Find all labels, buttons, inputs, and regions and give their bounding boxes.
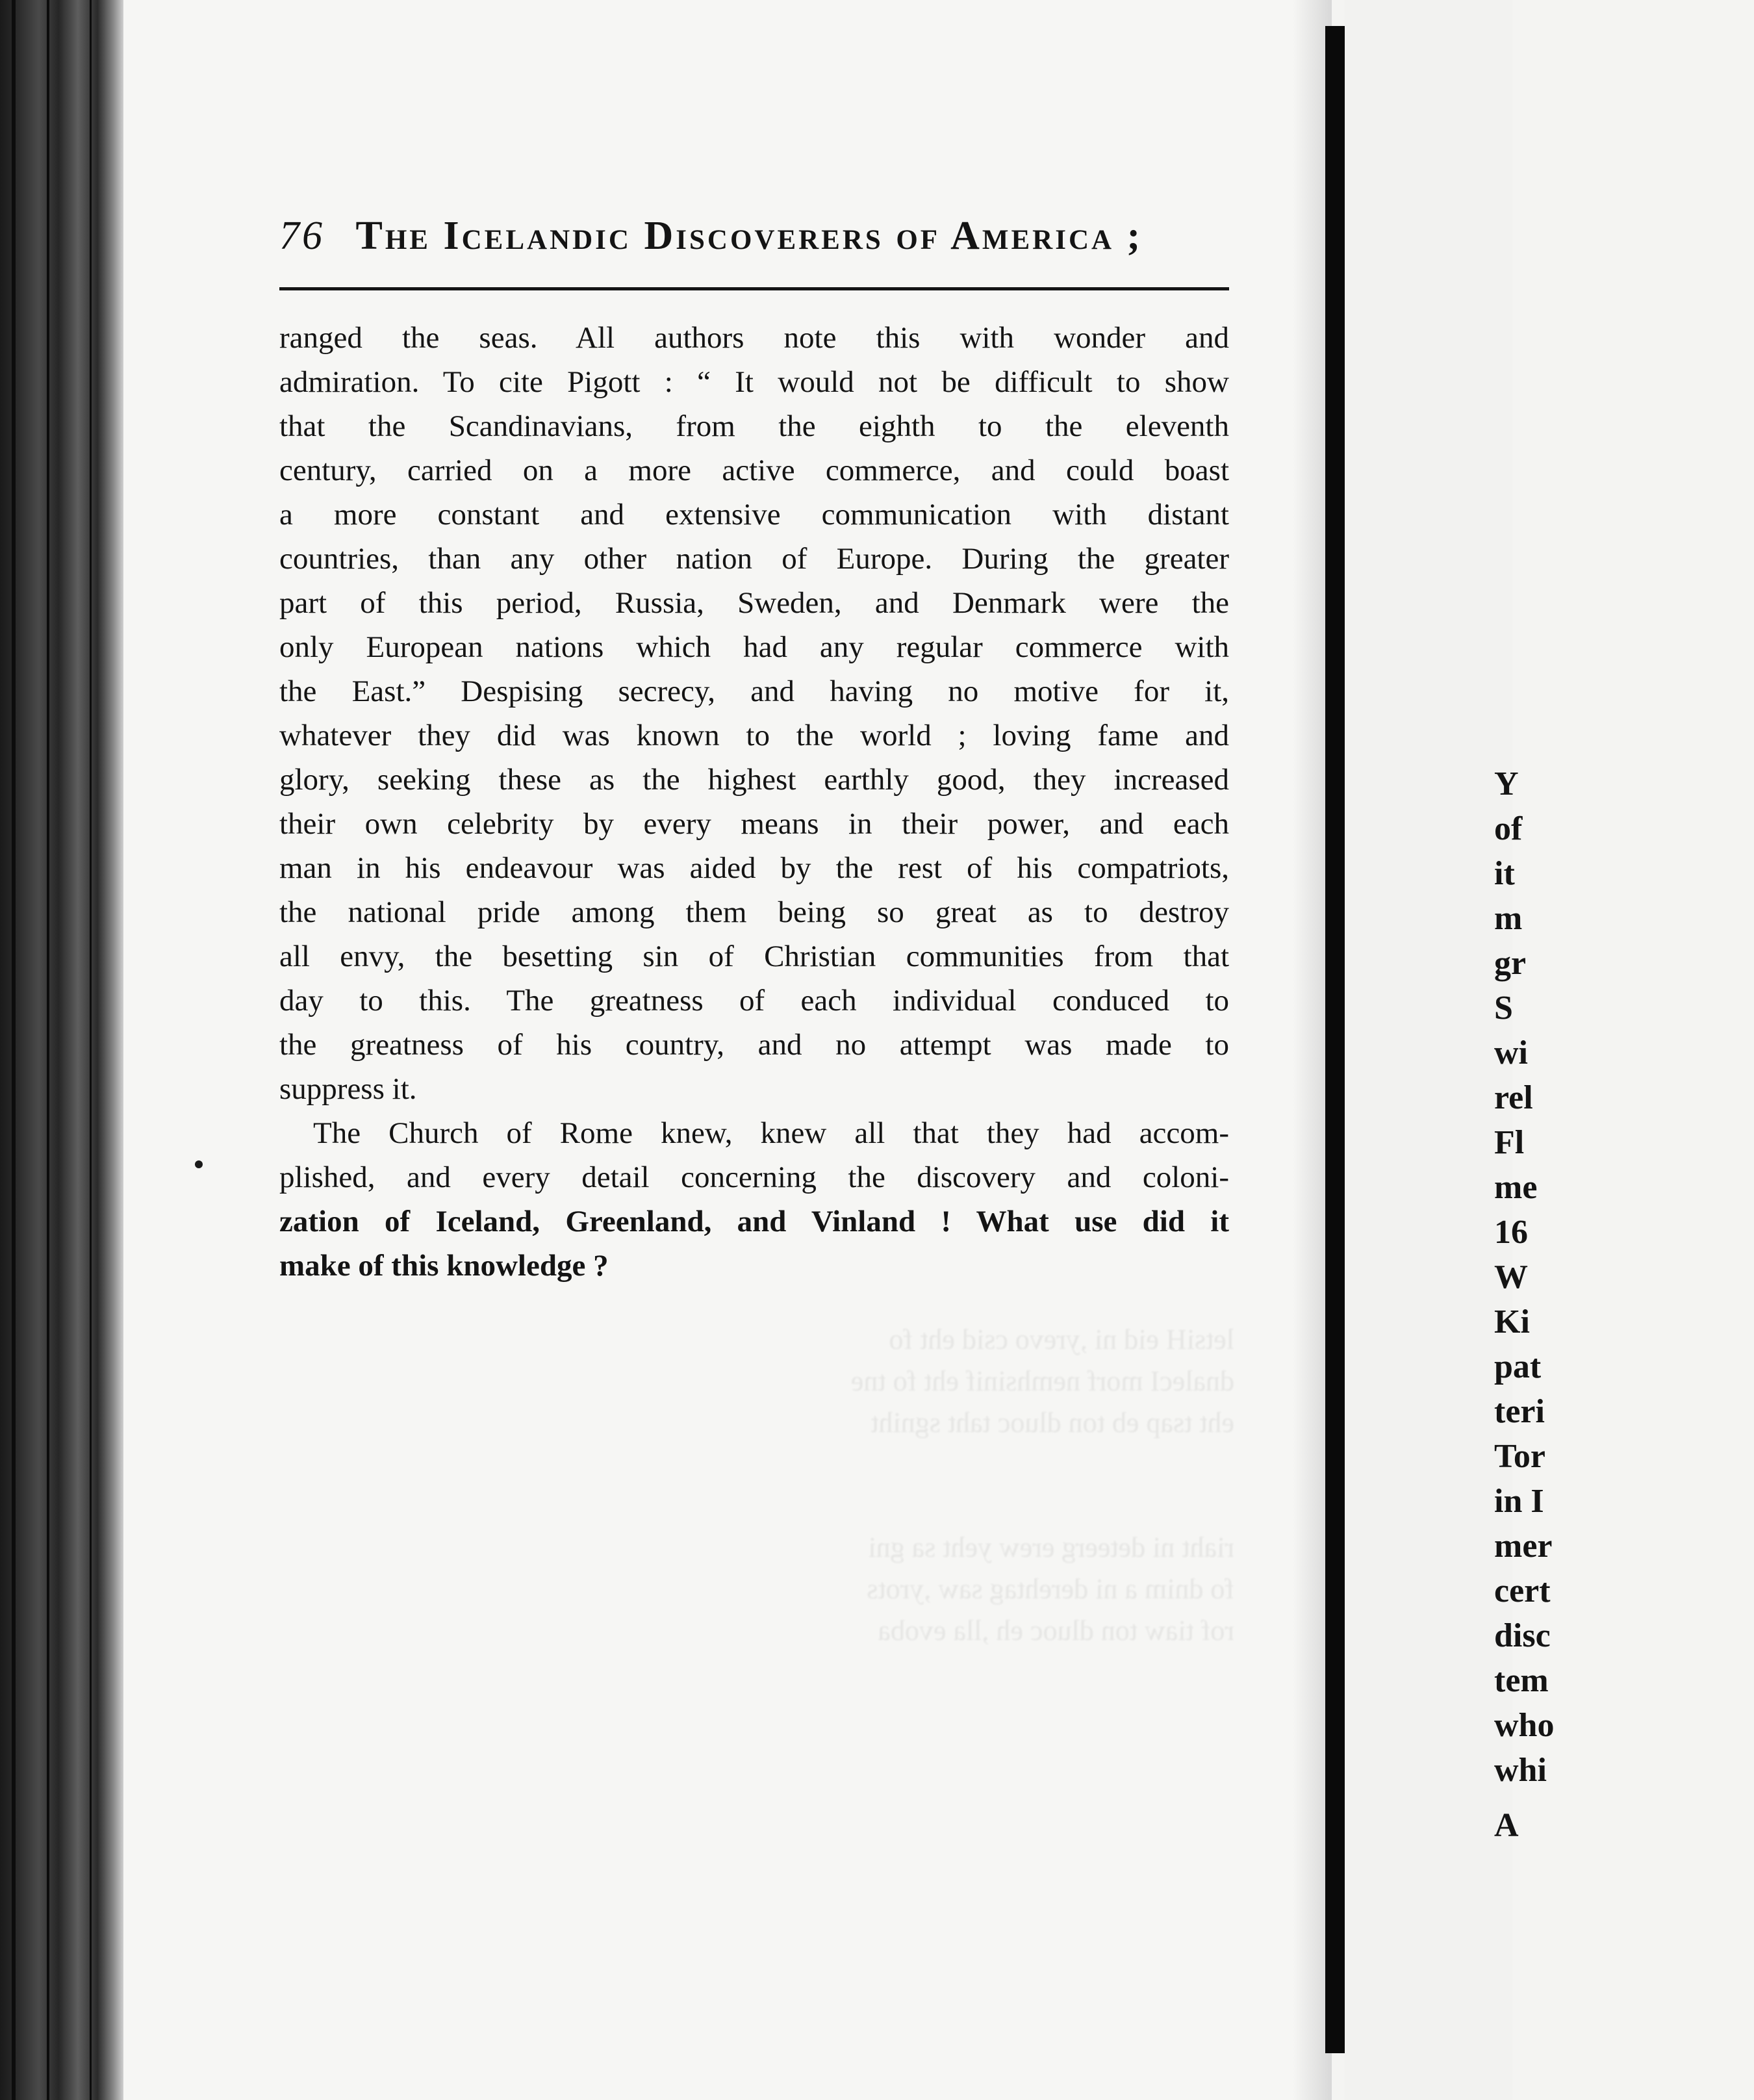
page-number: 76 (279, 214, 325, 258)
adjacent-fragment: A (1494, 1807, 1519, 1844)
adjacent-fragment: Tor (1494, 1438, 1545, 1475)
adjacent-page-text (1494, 0, 1754, 1848)
adjacent-fragment: m (1494, 900, 1523, 937)
bleed-line: letsiH eid ni ,yrevo csid eht fo (889, 1324, 1234, 1355)
text-line: whatever they did was known to the world ; loving fame and (279, 719, 1229, 752)
adjacent-fragment: disc (1494, 1617, 1551, 1654)
text-line: only European nations which had any regular commerce with (279, 630, 1229, 664)
bleed-through-text (273, 1319, 1234, 1652)
text-line: plished, and every detail concerning the discovery and coloni- (279, 1160, 1229, 1194)
text-line: a more constant and extensive communication with distant (279, 498, 1229, 531)
adjacent-fragment: Fl (1494, 1124, 1525, 1161)
page-gutter (1325, 26, 1345, 2053)
text-line: make of this knowledge ? (279, 1249, 609, 1283)
text-line: the East.” Despising secrecy, and having no motive for it, (279, 674, 1229, 708)
text-line: that the Scandinavians, from the eighth to the eleventh (279, 409, 1229, 443)
text-line: their own celebrity by every means in their power, and each (279, 807, 1229, 841)
adjacent-fragment: in I (1494, 1483, 1544, 1520)
adjacent-fragment: wi (1494, 1034, 1528, 1071)
text-line: all envy, the besetting sin of Christian communities from that (279, 940, 1229, 973)
bleed-line: dnalecI morf nemhsinif eht fo tne (850, 1365, 1234, 1397)
adjacent-fragment: W (1494, 1259, 1528, 1296)
bleed-line: eht tsap eb ton dluoc taht sgniht (871, 1407, 1234, 1439)
text-line: the national pride among them being so great as to destroy (279, 895, 1229, 929)
adjacent-fragment: teri (1494, 1393, 1545, 1430)
adjacent-fragment: me (1494, 1169, 1538, 1206)
adjacent-fragment: of (1494, 810, 1523, 847)
text-line: zation of Iceland, Greenland, and Vinland ! What use did it (279, 1205, 1229, 1238)
text-line: the greatness of his country, and no attempt was made to (279, 1028, 1229, 1062)
adjacent-fragment: tem (1494, 1662, 1549, 1699)
adjacent-fragment: Ki (1494, 1303, 1530, 1340)
adjacent-fragment: S (1494, 990, 1513, 1027)
running-head (279, 213, 1228, 259)
adjacent-fragment: who (1494, 1707, 1555, 1744)
text-line: day to this. The greatness of each individual conduced to (279, 984, 1229, 1018)
adjacent-page (1345, 0, 1555, 2100)
text-line: glory, seeking these as the highest earthly good, they increased (279, 763, 1229, 797)
text-line: man in his endeavour was aided by the rest of his compatriots, (279, 851, 1229, 885)
adjacent-fragment: 16 (1494, 1214, 1528, 1251)
book-spine (0, 0, 123, 2100)
adjacent-fragment: Y (1494, 765, 1519, 802)
adjacent-fragment: pat (1494, 1348, 1542, 1385)
adjacent-fragment: it (1494, 855, 1515, 892)
adjacent-fragment: whi (1494, 1752, 1547, 1789)
bleed-line: rof tiaw ton dluoc eh ,lla evoba (878, 1615, 1234, 1646)
adjacent-fragment: mer (1494, 1528, 1553, 1565)
text-line: part of this period, Russia, Sweden, and Denmark were the (279, 586, 1229, 620)
text-line: suppress it. (279, 1072, 417, 1106)
body-text (279, 316, 1229, 1288)
text-line: century, carried on a more active commerce, and could boast (279, 454, 1229, 487)
text-line: countries, than any other nation of Europe. During the greater (279, 542, 1229, 576)
spine-edge (47, 0, 49, 2100)
adjacent-fragment: gr (1494, 945, 1527, 982)
adjacent-fragment: rel (1494, 1079, 1533, 1116)
ink-speck (195, 1160, 203, 1168)
bleed-line: fo dnim a ni derehtag saw ,yrots (867, 1573, 1234, 1605)
header-rule (279, 287, 1229, 290)
text-line: The Church of Rome knew, knew all that they had accom- (313, 1116, 1229, 1150)
adjacent-fragment: cert (1494, 1572, 1551, 1609)
text-line: ranged the seas. All authors note this with wonder and (279, 321, 1229, 355)
spine-edge (12, 0, 16, 2100)
text-line: admiration. To cite Pigott : “ It would not be difficult to show (279, 365, 1229, 399)
bleed-line: riaht ni deteerg erew yeht sa gni (868, 1531, 1234, 1563)
spine-edge (90, 0, 92, 2100)
running-title: The Icelandic Discoverers of America ; (355, 214, 1143, 258)
